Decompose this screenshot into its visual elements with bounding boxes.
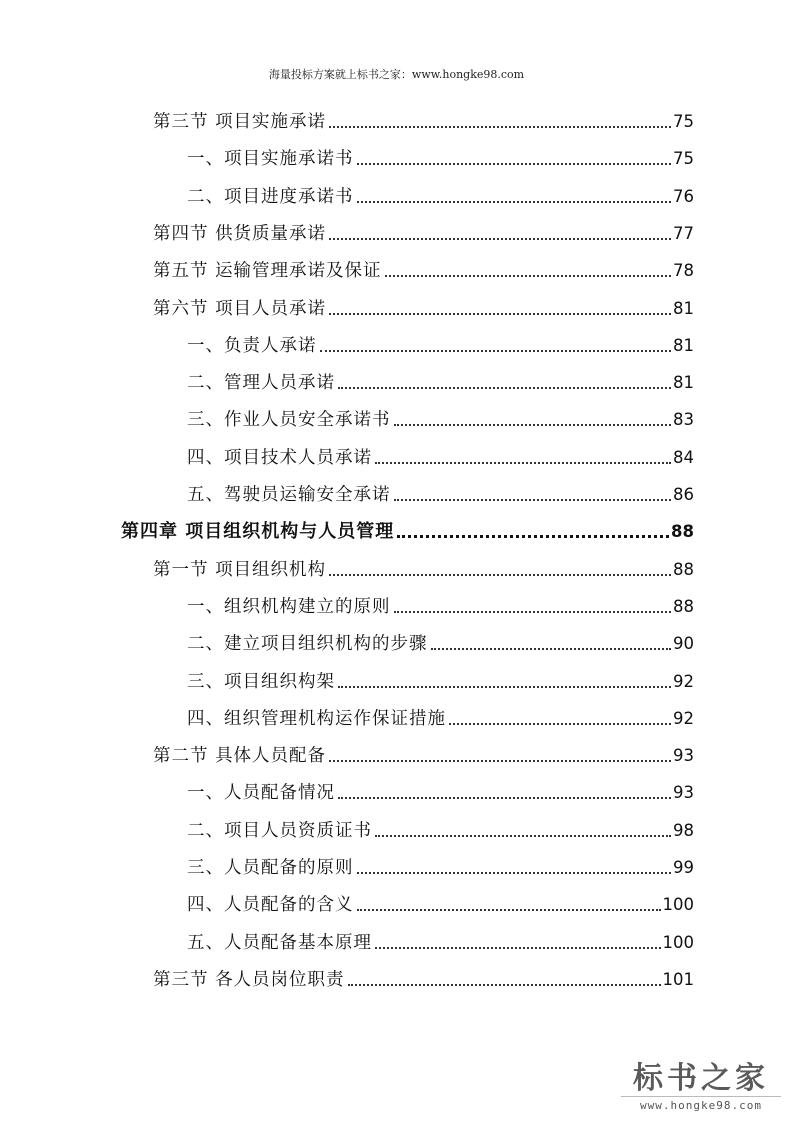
toc-entry[interactable] xyxy=(187,924,694,954)
toc-leader-dots xyxy=(357,163,672,165)
toc-entry-label: 第四章 项目组织机构与人员管理 xyxy=(121,521,395,543)
toc-leader-dots xyxy=(375,462,671,464)
toc-leader-dots xyxy=(320,350,672,352)
toc-entry[interactable] xyxy=(187,364,694,394)
toc-entry-page: 81 xyxy=(673,373,694,393)
toc-entry-page: 81 xyxy=(673,335,694,355)
toc-leader-dots xyxy=(357,201,672,203)
toc-leader-dots xyxy=(329,760,671,762)
toc-entry[interactable] xyxy=(153,290,694,320)
toc-entry-label: 第一节 项目组织机构 xyxy=(153,559,327,580)
toc-leader-dots xyxy=(338,797,671,799)
toc-leader-dots xyxy=(329,238,671,240)
toc-entry-label: 第五节 运输管理承诺及保证 xyxy=(153,261,382,282)
toc-entry[interactable] xyxy=(187,401,694,431)
toc-entry-label: 二、项目人员资质证书 xyxy=(187,820,372,841)
toc-entry-label: 二、管理人员承诺 xyxy=(187,373,335,394)
toc-entry-label: 第四节 供货质量承诺 xyxy=(153,223,327,244)
toc-leader-dots xyxy=(394,611,672,613)
toc-entry[interactable] xyxy=(121,513,694,543)
toc-entry-label: 第三节 项目实施承诺 xyxy=(153,112,327,132)
toc-entry-page: 98 xyxy=(673,820,694,840)
toc-leader-dots xyxy=(449,723,671,725)
toc-entry-label: 一、人员配备情况 xyxy=(187,783,335,804)
toc-entry-label: 二、建立项目组织机构的步骤 xyxy=(187,634,428,655)
toc-entry-page: 77 xyxy=(673,223,694,243)
toc-entry-label: 第三节 各人员岗位职责 xyxy=(153,969,345,990)
toc-entry-page: 92 xyxy=(673,708,694,728)
toc-entry[interactable] xyxy=(187,439,694,469)
page-header: 海量投标方案就上标书之家：www.hongke98.com xyxy=(268,68,525,81)
toc-entry-page: 86 xyxy=(673,485,694,504)
toc-entry-page: 75 xyxy=(673,149,694,169)
toc-entry[interactable] xyxy=(187,140,694,170)
toc-leader-dots xyxy=(397,535,669,538)
toc-entry-page: 75 xyxy=(673,112,694,131)
toc-leader-dots xyxy=(338,686,671,688)
toc-entry-page: 90 xyxy=(673,634,694,654)
toc-entry-page: 100 xyxy=(662,895,694,915)
toc-entry[interactable] xyxy=(187,625,694,655)
toc-entry[interactable] xyxy=(187,588,694,618)
toc-entry-label: 五、人员配备基本原理 xyxy=(187,932,372,953)
toc-entry-label: 一、组织机构建立的原则 xyxy=(187,596,391,617)
toc-leader-dots xyxy=(348,984,661,986)
logo-name: 标书之家 xyxy=(633,1061,769,1096)
toc-entry-label: 一、负责人承诺 xyxy=(187,335,317,356)
toc-leader-dots xyxy=(431,648,672,650)
toc-entry-label: 五、驾驶员运输安全承诺 xyxy=(187,485,391,505)
toc-entry-page: 93 xyxy=(673,783,694,803)
toc-entry[interactable] xyxy=(187,812,694,842)
toc-entry-label: 三、作业人员安全承诺书 xyxy=(187,410,391,431)
toc-entry-page: 93 xyxy=(673,746,694,766)
toc-entry[interactable] xyxy=(187,886,694,916)
site-logo xyxy=(621,1062,781,1112)
toc-entry-page: 88 xyxy=(673,559,694,579)
toc-leader-dots xyxy=(394,499,672,501)
toc-leader-dots xyxy=(338,387,671,389)
toc-entry-page: 76 xyxy=(673,186,694,206)
toc-entry[interactable] xyxy=(187,774,694,804)
toc-entry-page: 101 xyxy=(662,969,694,989)
toc-entry-page: 78 xyxy=(673,261,694,281)
toc-entry[interactable] xyxy=(187,849,694,879)
toc-leader-dots xyxy=(329,574,671,576)
toc-leader-dots xyxy=(357,872,672,874)
toc-entry[interactable] xyxy=(187,663,694,693)
toc-entry-label: 四、人员配备的含义 xyxy=(187,895,354,916)
toc-entry-label: 第六节 项目人员承诺 xyxy=(153,298,327,319)
toc-entry[interactable] xyxy=(153,215,694,245)
toc-entry-page: 99 xyxy=(673,858,694,877)
toc-leader-dots xyxy=(357,909,661,911)
toc-entry[interactable] xyxy=(187,327,694,357)
toc-entry-page: 100 xyxy=(662,932,694,952)
toc-entry-page: 84 xyxy=(673,447,694,467)
toc-entry-page: 92 xyxy=(673,671,694,691)
toc-entry-page: 88 xyxy=(671,522,694,542)
toc-entry-label: 三、项目组织构架 xyxy=(187,671,335,692)
toc-leader-dots xyxy=(375,947,661,949)
toc-leader-dots xyxy=(394,424,672,426)
toc-entry-label: 第二节 具体人员配备 xyxy=(153,746,327,767)
toc-leader-dots xyxy=(375,835,671,837)
toc-entry[interactable] xyxy=(153,551,694,581)
toc-entry-label: 四、项目技术人员承诺 xyxy=(187,447,372,468)
toc-entry[interactable] xyxy=(187,700,694,730)
toc-entry-page: 81 xyxy=(673,298,694,318)
toc-entry[interactable] xyxy=(153,103,694,133)
toc-leader-dots xyxy=(329,313,671,315)
toc-entry-label: 二、项目进度承诺书 xyxy=(187,186,354,207)
toc-entry[interactable] xyxy=(187,476,694,506)
toc-entry-label: 四、组织管理机构运作保证措施 xyxy=(187,708,446,729)
toc-leader-dots xyxy=(329,126,671,128)
logo-url: www.hongke98.com xyxy=(621,1096,781,1112)
toc-entry-page: 83 xyxy=(673,410,694,430)
toc-entry[interactable] xyxy=(153,737,694,767)
toc-entry[interactable] xyxy=(153,252,694,282)
toc-leader-dots xyxy=(385,275,671,277)
toc-entry-label: 三、人员配备的原则 xyxy=(187,858,354,878)
toc-entry[interactable] xyxy=(153,961,694,991)
toc-entry[interactable] xyxy=(187,178,694,208)
toc-entry-label: 一、项目实施承诺书 xyxy=(187,149,354,170)
toc-entry-page: 88 xyxy=(673,596,694,616)
